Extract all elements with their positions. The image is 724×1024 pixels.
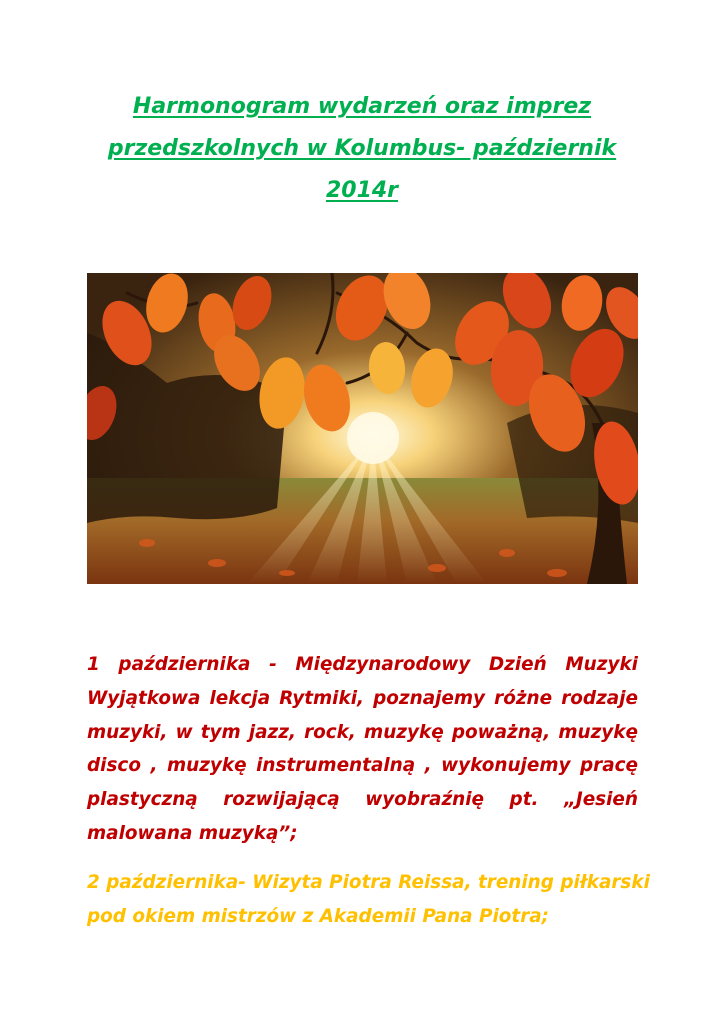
- event-2-line: 2 października- Wizyta Piotra Reissa, trening piłkarski: [87, 872, 650, 893]
- document-title: [80, 86, 644, 212]
- event-1-line: disco , muzykę instrumentalną , wykonujemy pracę: [87, 755, 638, 777]
- event-1-line: muzyki, w tym jazz, rock, muzykę poważną, muzykę: [87, 721, 638, 743]
- event-1-line: 1 października - Międzynarodowy Dzień Muzyki: [87, 654, 638, 675]
- event-1-line: malowana muzyką”;: [87, 822, 298, 844]
- event-1-line: plastyczną rozwijającą wyobraźnię pt. „Jesień: [87, 789, 638, 811]
- title-line-2: przedszkolnych w Kolumbus- październik: [107, 136, 617, 161]
- event-2-line: pod okiem mistrzów z Akademii Pana Piotra;: [87, 905, 550, 927]
- autumn-leaves-photo: [87, 273, 638, 584]
- event-october-2: [87, 866, 650, 934]
- title-line-3: 2014r: [325, 178, 399, 203]
- event-october-1: [87, 648, 638, 851]
- title-line-1: Harmonogram wydarzeń oraz imprez: [132, 94, 592, 119]
- event-1-line: Wyjątkowa lekcja Rytmiki, poznajemy różne rodzaje: [87, 687, 638, 709]
